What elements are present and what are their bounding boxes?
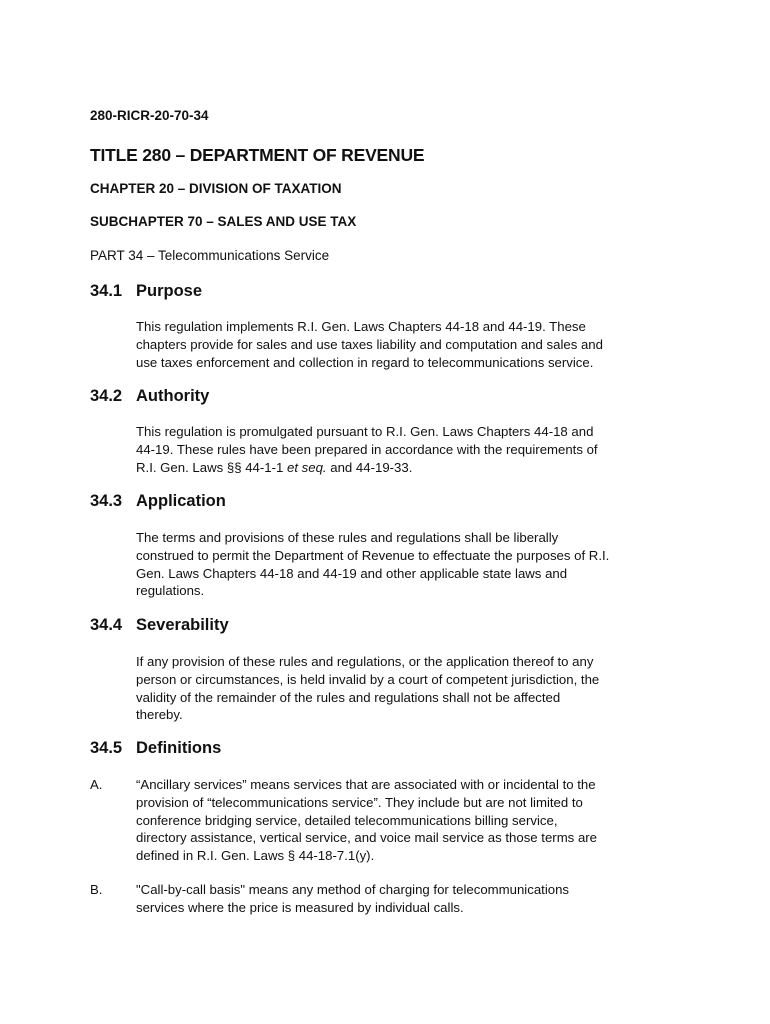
application-paragraph [136,529,686,600]
paragraph-line: use taxes enforcement and collection in regard to telecommunications service. [136,354,594,370]
definition-letter: B. [90,882,103,897]
part-heading: PART 34 – Telecommunications Service [90,248,330,263]
section-number: 34.4 [90,616,123,634]
citation-italic: et seq. [287,459,327,475]
section-title: Purpose [136,282,203,300]
paragraph-line: 44-19. These rules have been prepared in accordance with the requirements of [136,441,598,457]
section-number: 34.1 [90,282,123,300]
paragraph-line: conference bridging service, detailed telecommunications billing service, [136,812,558,828]
chapter-heading: CHAPTER 20 – DIVISION OF TAXATION [90,181,342,196]
section-number: 34.3 [90,492,123,510]
citation-text: R.I. Gen. Laws §§ 44-1-1 [136,459,287,475]
subchapter-heading: SUBCHAPTER 70 – SALES AND USE TAX [90,214,357,229]
citation-text: and 44-19-33. [326,459,413,475]
paragraph-line: The terms and provisions of these rules and regulations shall be liberally [136,530,559,545]
paragraph-line: thereby. [136,707,183,723]
definition-letter: A. [90,777,103,792]
paragraph-line: services where the price is measured by individual calls. [136,899,464,915]
paragraph-line: construed to permit the Department of Revenue to effectuate the purposes of R.I. [136,547,610,563]
title-heading: TITLE 280 – DEPARTMENT OF REVENUE [90,145,425,165]
severability-paragraph [136,653,686,724]
paragraph-line: validity of the remainder of the rules and regulations shall not be affected [136,689,561,705]
paragraph-line: chapters provide for sales and use taxes liability and computation and sales and [136,336,603,352]
authority-paragraph [136,423,686,476]
paragraph-line [136,459,686,477]
section-heading-application [90,492,226,511]
paragraph-line: directory assistance, vertical service, and voice mail service as those terms are [136,830,598,846]
paragraph-line: provision of “telecommunications service”. They include but are not limited to [136,794,583,810]
section-number: 34.5 [90,739,123,757]
paragraph-line: This regulation implements R.I. Gen. Laws Chapters 44-18 and 44-19. These [136,319,586,334]
paragraph-line: This regulation is promulgated pursuant to R.I. Gen. Laws Chapters 44-18 and [136,424,594,439]
paragraph-line: If any provision of these rules and regulations, or the application thereof to any [136,654,594,669]
paragraph-line: person or circumstances, is held invalid by a court of competent jurisdiction, the [136,671,600,687]
section-title: Severability [136,616,229,634]
section-heading-purpose [90,282,202,301]
paragraph-line: "Call-by-call basis" means any method of charging for telecommunications [136,882,570,897]
purpose-paragraph [136,318,686,371]
section-heading-definitions [90,739,221,758]
section-title: Authority [136,387,210,405]
section-title: Application [136,492,226,510]
paragraph-line: Gen. Laws Chapters 44-18 and 44-19 and other applicable state laws and [136,565,568,581]
paragraph-line: “Ancillary services” means services that are associated with or incidental to the [136,777,596,792]
section-heading-severability [90,616,229,635]
definition-ancillary-services [136,776,686,865]
paragraph-line: defined in R.I. Gen. Laws § 44-18-7.1(y). [136,848,375,864]
regulation-code: 280-RICR-20-70-34 [90,108,209,123]
definition-call-by-call-basis [136,881,686,917]
section-heading-authority [90,387,209,406]
paragraph-line: regulations. [136,583,205,599]
section-title: Definitions [136,739,222,757]
section-number: 34.2 [90,387,123,405]
